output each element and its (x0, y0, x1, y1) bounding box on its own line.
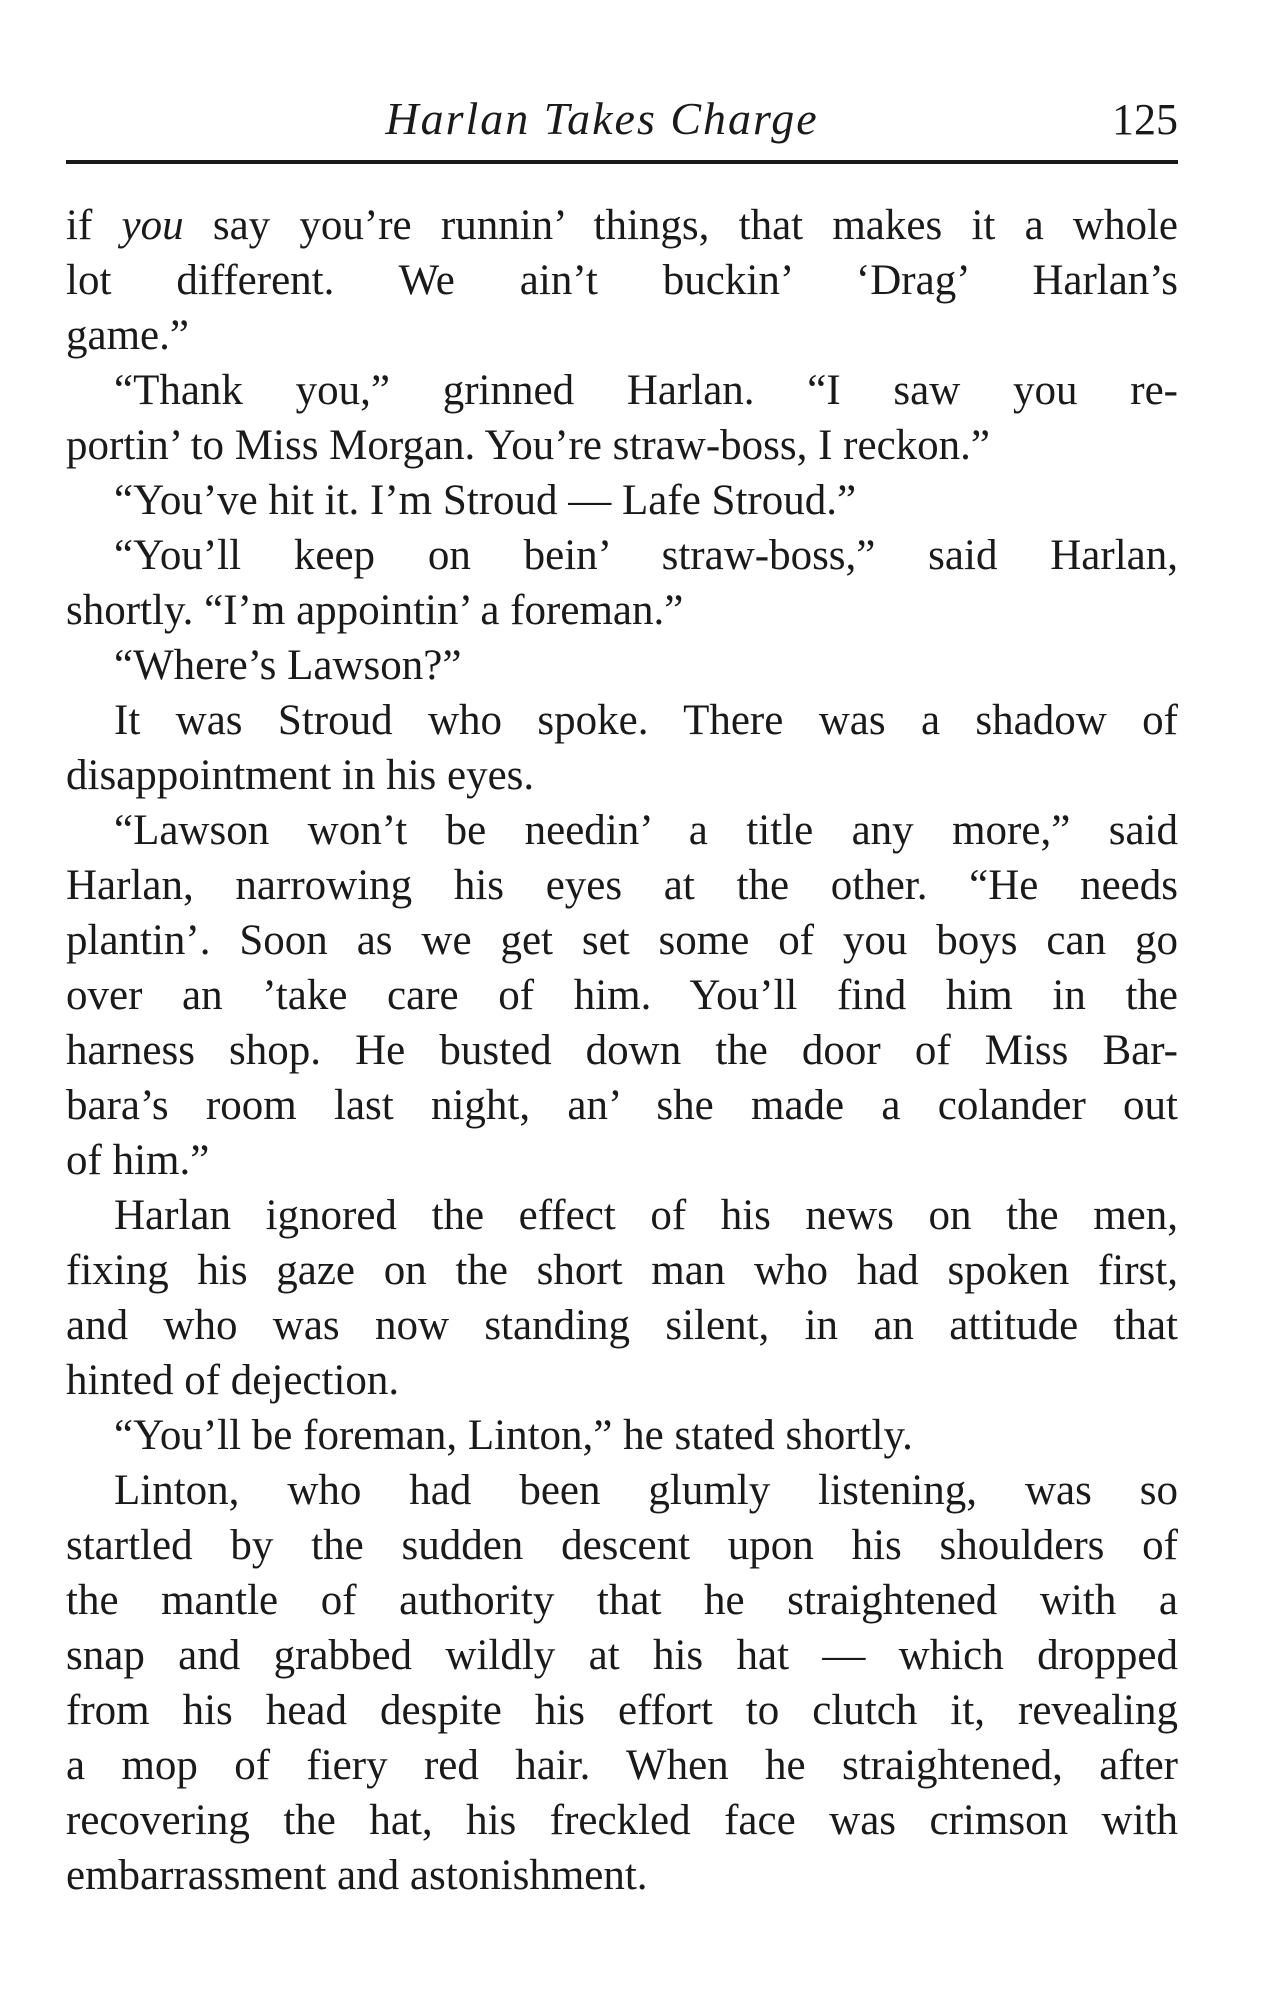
text-line: “Thank you,” grinned Harlan. “I saw you re- (114, 367, 1178, 414)
text-line: fixing his gaze on the short man who had spoken first, (66, 1247, 1178, 1294)
emphasis: you (121, 202, 184, 249)
text-line: “Where’s Lawson?” (114, 642, 462, 689)
header-rule (66, 160, 1178, 164)
text-line: It was Stroud who spoke. There was a shadow of (114, 697, 1178, 744)
text-line: “Lawson won’t be needin’ a title any more,” said (114, 807, 1178, 854)
text-line: embarrassment and astonishment. (66, 1852, 648, 1899)
text-line: if you say you’re runnin’ things, that makes it a whole (66, 202, 1178, 249)
text-line: recovering the hat, his freckled face was crimson with (66, 1797, 1178, 1844)
text-line: from his head despite his effort to clutch it, revealing (66, 1687, 1178, 1734)
text-line: harness shop. He busted down the door of Miss Bar- (66, 1027, 1178, 1074)
text-line: bara’s room last night, an’ she made a colander out (66, 1082, 1178, 1129)
text-line: of him.” (66, 1137, 210, 1184)
text-line: game.” (66, 312, 189, 359)
text-line: disappointment in his eyes. (66, 752, 535, 799)
text-line: over an ’take care of him. You’ll find him in the (66, 972, 1178, 1019)
text-line: shortly. “I’m appointin’ a foreman.” (66, 587, 684, 634)
running-head-title: Harlan Takes Charge (385, 93, 819, 144)
running-head (66, 90, 1178, 150)
text-line: “You’ve hit it. I’m Stroud — Lafe Stroud.” (114, 477, 857, 524)
text-line: “You’ll keep on bein’ straw-boss,” said Harlan, (114, 532, 1178, 579)
text-line: Harlan, narrowing his eyes at the other. “He needs (66, 862, 1178, 909)
text-line: startled by the sudden descent upon his shoulders of (66, 1522, 1178, 1569)
text-line: the mantle of authority that he straightened with a (66, 1577, 1178, 1624)
body-text (66, 198, 1178, 1903)
text-line: lot different. We ain’t buckin’ ‘Drag’ Harlan’s (66, 257, 1178, 304)
text-line: a mop of fiery red hair. When he straightened, after (66, 1742, 1178, 1789)
text-line: snap and grabbed wildly at his hat — which dropped (66, 1632, 1178, 1679)
text-line: Linton, who had been glumly listening, was so (114, 1467, 1178, 1514)
text-line: plantin’. Soon as we get set some of you boys can go (66, 917, 1178, 964)
text-line: hinted of dejection. (66, 1357, 400, 1404)
text-line: and who was now standing silent, in an attitude that (66, 1302, 1178, 1349)
page-number: 125 (1112, 95, 1178, 144)
text-line: “You’ll be foreman, Linton,” he stated shortly. (114, 1412, 913, 1459)
text-line: Harlan ignored the effect of his news on the men, (114, 1192, 1178, 1239)
text-line: portin’ to Miss Morgan. You’re straw-boss, I reckon.” (66, 422, 990, 469)
